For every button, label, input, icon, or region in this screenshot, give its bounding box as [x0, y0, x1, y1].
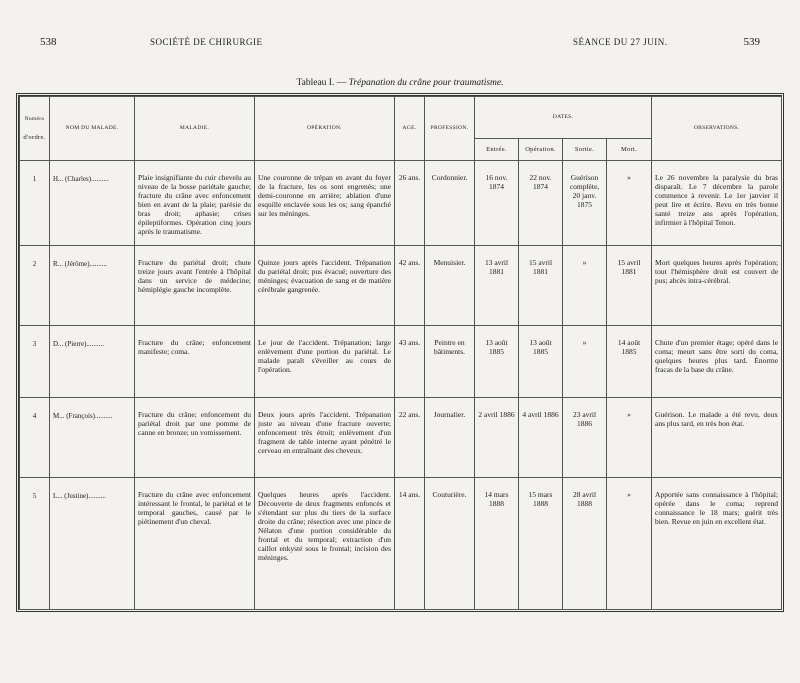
cell-operation: Deux jours après l'accident. Trépanation juste au niveau d'une fracture ouverte; enfoncement très étroit; enlèvement d'un fragment de table interne ayant pénétré le cerveau en entraînant des cheveux.	[255, 398, 395, 478]
table-row	[20, 478, 782, 610]
cell-sortie: 28 avril 1888	[563, 478, 607, 610]
session-title: SÉANCE DU 27 JUIN.	[573, 37, 668, 47]
page-header	[40, 36, 760, 52]
cell-entree: 13 avril 1881	[475, 246, 519, 326]
cell-operation: Le jour de l'accident. Trépanation; large enlèvement d'une portion du pariétal. Le malade paraît s'éveiller au cours de l'opération.	[255, 326, 395, 398]
cell-maladie: Fracture du crâne avec enfoncement intéressant le frontal, le pariétal et le temporal gauches, causé par le piétinement d'un cheval.	[135, 478, 255, 610]
col-nom: NOM DU MALADE.	[50, 97, 135, 161]
table-caption	[0, 78, 800, 88]
cell-age: 43 ans.	[395, 326, 425, 398]
cell-observations: Chute d'un premier étage; opéré dans le coma; meurt sans être sorti du coma, quelques heures plus tard. Énorme fracas de la base du crâne.	[652, 326, 782, 398]
col-maladie: MALADIE.	[135, 97, 255, 161]
cell-observations: Guérison. Le malade a été revu, deux ans plus tard, en très bon état.	[652, 398, 782, 478]
cell-num: 3	[20, 326, 50, 398]
cell-profession: Menuisier.	[425, 246, 475, 326]
col-observations: OBSERVATIONS.	[652, 97, 782, 161]
cell-sortie: »	[563, 326, 607, 398]
cell-profession: Couturière.	[425, 478, 475, 610]
cell-operation: Quelques heures après l'accident. Découverte de deux fragments enfoncés et s'étendant sur plus du tiers de la surface droite du crâne; résection avec une pince de Nélaton d'une portion considérable du frontal et du temporal; extraction d'un caillot enkysté sous le frontal; incision des méninges.	[255, 478, 395, 610]
cell-entree: 16 nov. 1874	[475, 161, 519, 246]
caption-title: Trépanation du crâne pour traumatisme.	[348, 78, 504, 88]
col-entree: Entrée.	[475, 139, 519, 161]
cell-nom: R... (Jérôme)..........	[50, 246, 135, 326]
society-title: SOCIÉTÉ DE CHIRURGIE	[150, 37, 263, 47]
cell-entree: 14 mars 1888	[475, 478, 519, 610]
cell-age: 26 ans.	[395, 161, 425, 246]
cell-profession: Peintre en bâtiments.	[425, 326, 475, 398]
cell-mort: 14 août 1885	[607, 326, 652, 398]
cell-observations: Apportée sans connaissance à l'hôpital; opérée dans le coma; reprend connaissance le 18 mars; guérit très bien. Revue en juin en excellent état.	[652, 478, 782, 610]
col-profession: PROFESSION.	[425, 97, 475, 161]
table-row	[20, 246, 782, 326]
cell-profession: Cordonnier.	[425, 161, 475, 246]
cell-num: 4	[20, 398, 50, 478]
page-number-right: 539	[743, 36, 760, 48]
cell-maladie: Fracture du crâne; enfoncement manifeste; coma.	[135, 326, 255, 398]
cell-sortie: Guérison complète, 20 janv. 1875	[563, 161, 607, 246]
col-age: AGE.	[395, 97, 425, 161]
cell-maladie: Plaie insignifiante du cuir chevelu au niveau de la bosse pariétale gauche; fracture du crâne avec enfoncement bien en avant de la plaie; parésie du bras droit; aphasie; crises épileptiformes. Opération cinq jours après le traumatisme.	[135, 161, 255, 246]
cell-nom: H... (Charles)..........	[50, 161, 135, 246]
cell-nom: D... (Pierre)..........	[50, 326, 135, 398]
table-row	[20, 398, 782, 478]
cell-observations: Mort quelques heures après l'opération; tout l'hémisphère droit est couvert de pus; abcès intra-cérébral.	[652, 246, 782, 326]
cell-mort: »	[607, 478, 652, 610]
cell-mort: 15 avril 1881	[607, 246, 652, 326]
page-number-left: 538	[40, 36, 57, 48]
cell-operation: Quinze jours après l'accident. Trépanation du pariétal droit; pus évacué; ouverture des méninges; évacuation de sang et de matière cérébrale gangrenée.	[255, 246, 395, 326]
cell-mort: »	[607, 398, 652, 478]
cell-operation-date: 22 nov. 1874	[519, 161, 563, 246]
cell-num: 1	[20, 161, 50, 246]
cell-operation: Une couronne de trépan en avant du foyer de la fracture, les os sont engrenés; une demi-couronne en arrière; ablation d'une esquille enclavée sous les os; sang épanché sur les méninges.	[255, 161, 395, 246]
cell-maladie: Fracture du crâne; enfoncement du pariétal droit par une pomme de canne en bronze; un vomissement.	[135, 398, 255, 478]
cell-num: 5	[20, 478, 50, 610]
header-row-1	[20, 97, 782, 139]
cell-sortie: »	[563, 246, 607, 326]
cell-operation-date: 4 avril 1886	[519, 398, 563, 478]
cell-operation-date: 15 mars 1888	[519, 478, 563, 610]
cell-age: 14 ans.	[395, 478, 425, 610]
cell-entree: 2 avril 1886	[475, 398, 519, 478]
cell-num: 2	[20, 246, 50, 326]
cell-nom: L... (Justine)..........	[50, 478, 135, 610]
col-operation-date: Opération.	[519, 139, 563, 161]
cell-maladie: Fracture du pariétal droit; chute treize jours avant l'entrée à l'hôpital dans un service de médecine; hémiplégie gauche incomplète.	[135, 246, 255, 326]
col-dates: DATES.	[475, 97, 652, 139]
cell-sortie: 23 avril 1886	[563, 398, 607, 478]
col-sortie: Sortie.	[563, 139, 607, 161]
cell-mort: »	[607, 161, 652, 246]
cell-nom: M... (François)..........	[50, 398, 135, 478]
caption-prefix: Tableau I. —	[296, 78, 347, 88]
cell-operation-date: 13 août 1885	[519, 326, 563, 398]
trepanation-table	[19, 96, 782, 610]
col-operation: OPÉRATION.	[255, 97, 395, 161]
cell-age: 22 ans.	[395, 398, 425, 478]
table-row	[20, 161, 782, 246]
cell-entree: 13 août 1885	[475, 326, 519, 398]
table-row	[20, 326, 782, 398]
cell-age: 42 ans.	[395, 246, 425, 326]
cell-operation-date: 15 avril 1881	[519, 246, 563, 326]
col-numero: Numéro d'ordre.	[20, 97, 50, 161]
cell-observations: Le 26 novembre la paralysie du bras disparaît. Le 7 décembre la parole commence à revenir. Le 1er janvier il peut lire et écrire. Revu en très bonne santé treize ans après l'opération, infirmier à l'hôpital Tenon.	[652, 161, 782, 246]
col-mort: Mort.	[607, 139, 652, 161]
cell-profession: Journalier.	[425, 398, 475, 478]
